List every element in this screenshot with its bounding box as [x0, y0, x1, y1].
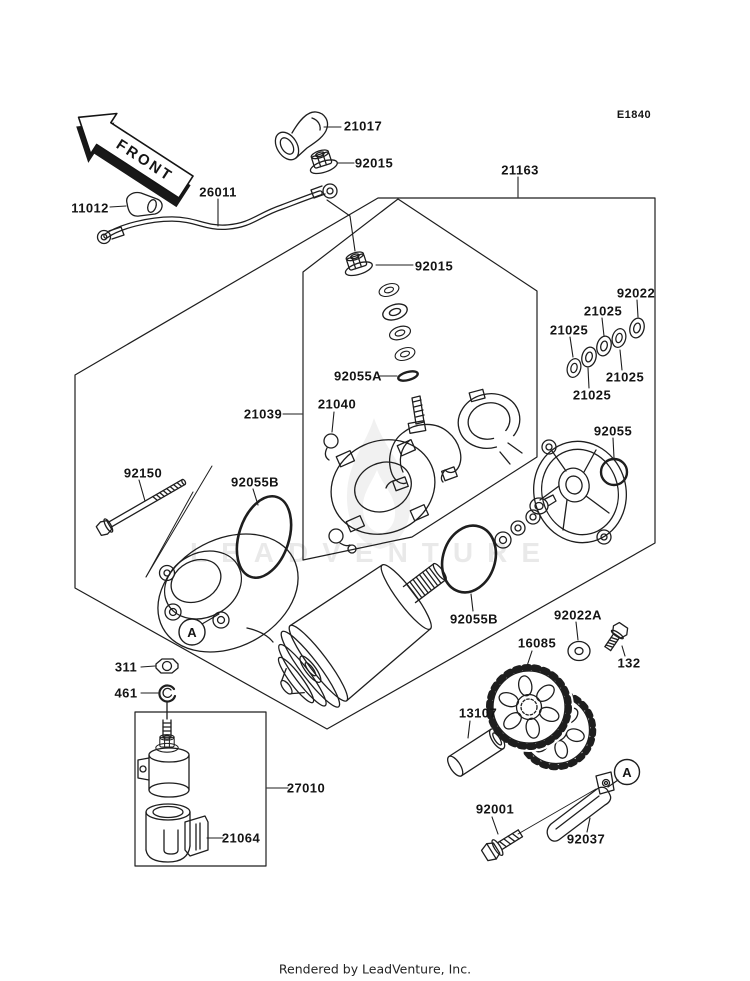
part-label-21064: 21064 [221, 830, 261, 846]
svg-text:A: A [187, 625, 197, 640]
part-label-21025-a: 21025 [583, 303, 623, 319]
part-label-13107: 13107 [458, 705, 498, 721]
washer-21025-2 [580, 346, 599, 369]
part-label-92037: 92037 [566, 831, 606, 847]
part-label-16085: 16085 [517, 635, 557, 651]
part-label-21039: 21039 [243, 406, 283, 422]
part-label-92055b-yoke: 92055B [231, 474, 279, 490]
front-direction-arrow [61, 97, 202, 216]
part-label-21025-b: 21025 [549, 322, 589, 338]
part-label-92055: 92055 [593, 423, 633, 439]
terminal-washer-2 [381, 301, 410, 323]
callout-a-bracket [615, 760, 640, 785]
bolt-132 [601, 621, 630, 653]
gear-occluder [484, 662, 574, 752]
rear-end-cover [522, 431, 637, 553]
part-label-461: 461 [114, 685, 138, 701]
part-label-92015-top: 92015 [354, 155, 394, 171]
flange-nut-92015-terminal [340, 249, 373, 279]
washer-21025-4 [610, 327, 628, 349]
part-label-21017: 21017 [343, 118, 383, 134]
o-ring-92055a [397, 370, 418, 383]
terminal-washer-3 [388, 324, 412, 343]
part-label-21163: 21163 [501, 162, 539, 178]
terminal-washer-1 [377, 281, 400, 299]
flange-nut-92015-top [305, 147, 338, 177]
washer-21025-1 [565, 357, 583, 379]
part-label-21040: 21040 [317, 396, 357, 412]
part-label-26011: 26011 [199, 184, 237, 200]
bolt-axis-line [518, 789, 596, 834]
part-label-21025-d: 21025 [572, 387, 612, 403]
terminal-cap-11012 [127, 193, 162, 217]
part-label-132: 132 [617, 655, 641, 671]
washer-92022a [568, 642, 590, 661]
insulator-c-ring [452, 387, 532, 466]
washer-21025-3 [595, 335, 614, 358]
part-label-92022a: 92022A [554, 607, 602, 623]
part-label-92150: 92150 [123, 465, 163, 481]
bolt-92001 [480, 826, 525, 864]
part-label-11012: 11012 [71, 200, 109, 216]
front-arrow-label: FRONT [113, 136, 177, 186]
part-label-92055a: 92055A [334, 368, 382, 384]
part-label-27010: 27010 [286, 780, 326, 796]
lock-washer-461 [159, 686, 175, 702]
brush-spring-21040-upper [324, 434, 338, 448]
callout-a-front-cover [179, 619, 205, 645]
relay-rubber-21064 [146, 804, 208, 862]
nut-311 [156, 659, 178, 673]
part-label-21025-c: 21025 [605, 369, 645, 385]
washer-92022 [628, 317, 647, 340]
footer-credit: Rendered by LeadVenture, Inc. [278, 961, 472, 977]
svg-text:A: A [622, 765, 632, 780]
o-ring-92055 [601, 459, 627, 485]
terminal-washer-4 [393, 345, 416, 363]
part-label-92001: 92001 [475, 801, 515, 817]
part-label-311: 311 [114, 659, 138, 675]
part-label-92015-terminal: 92015 [414, 258, 454, 274]
part-label-92055b-cover: 92055B [450, 611, 498, 627]
drawing-code: E1840 [616, 109, 652, 121]
leadventure-watermark: LEADVENTURE [189, 537, 555, 568]
starter-relay-27010 [138, 701, 189, 797]
part-label-92022: 92022 [616, 285, 656, 301]
